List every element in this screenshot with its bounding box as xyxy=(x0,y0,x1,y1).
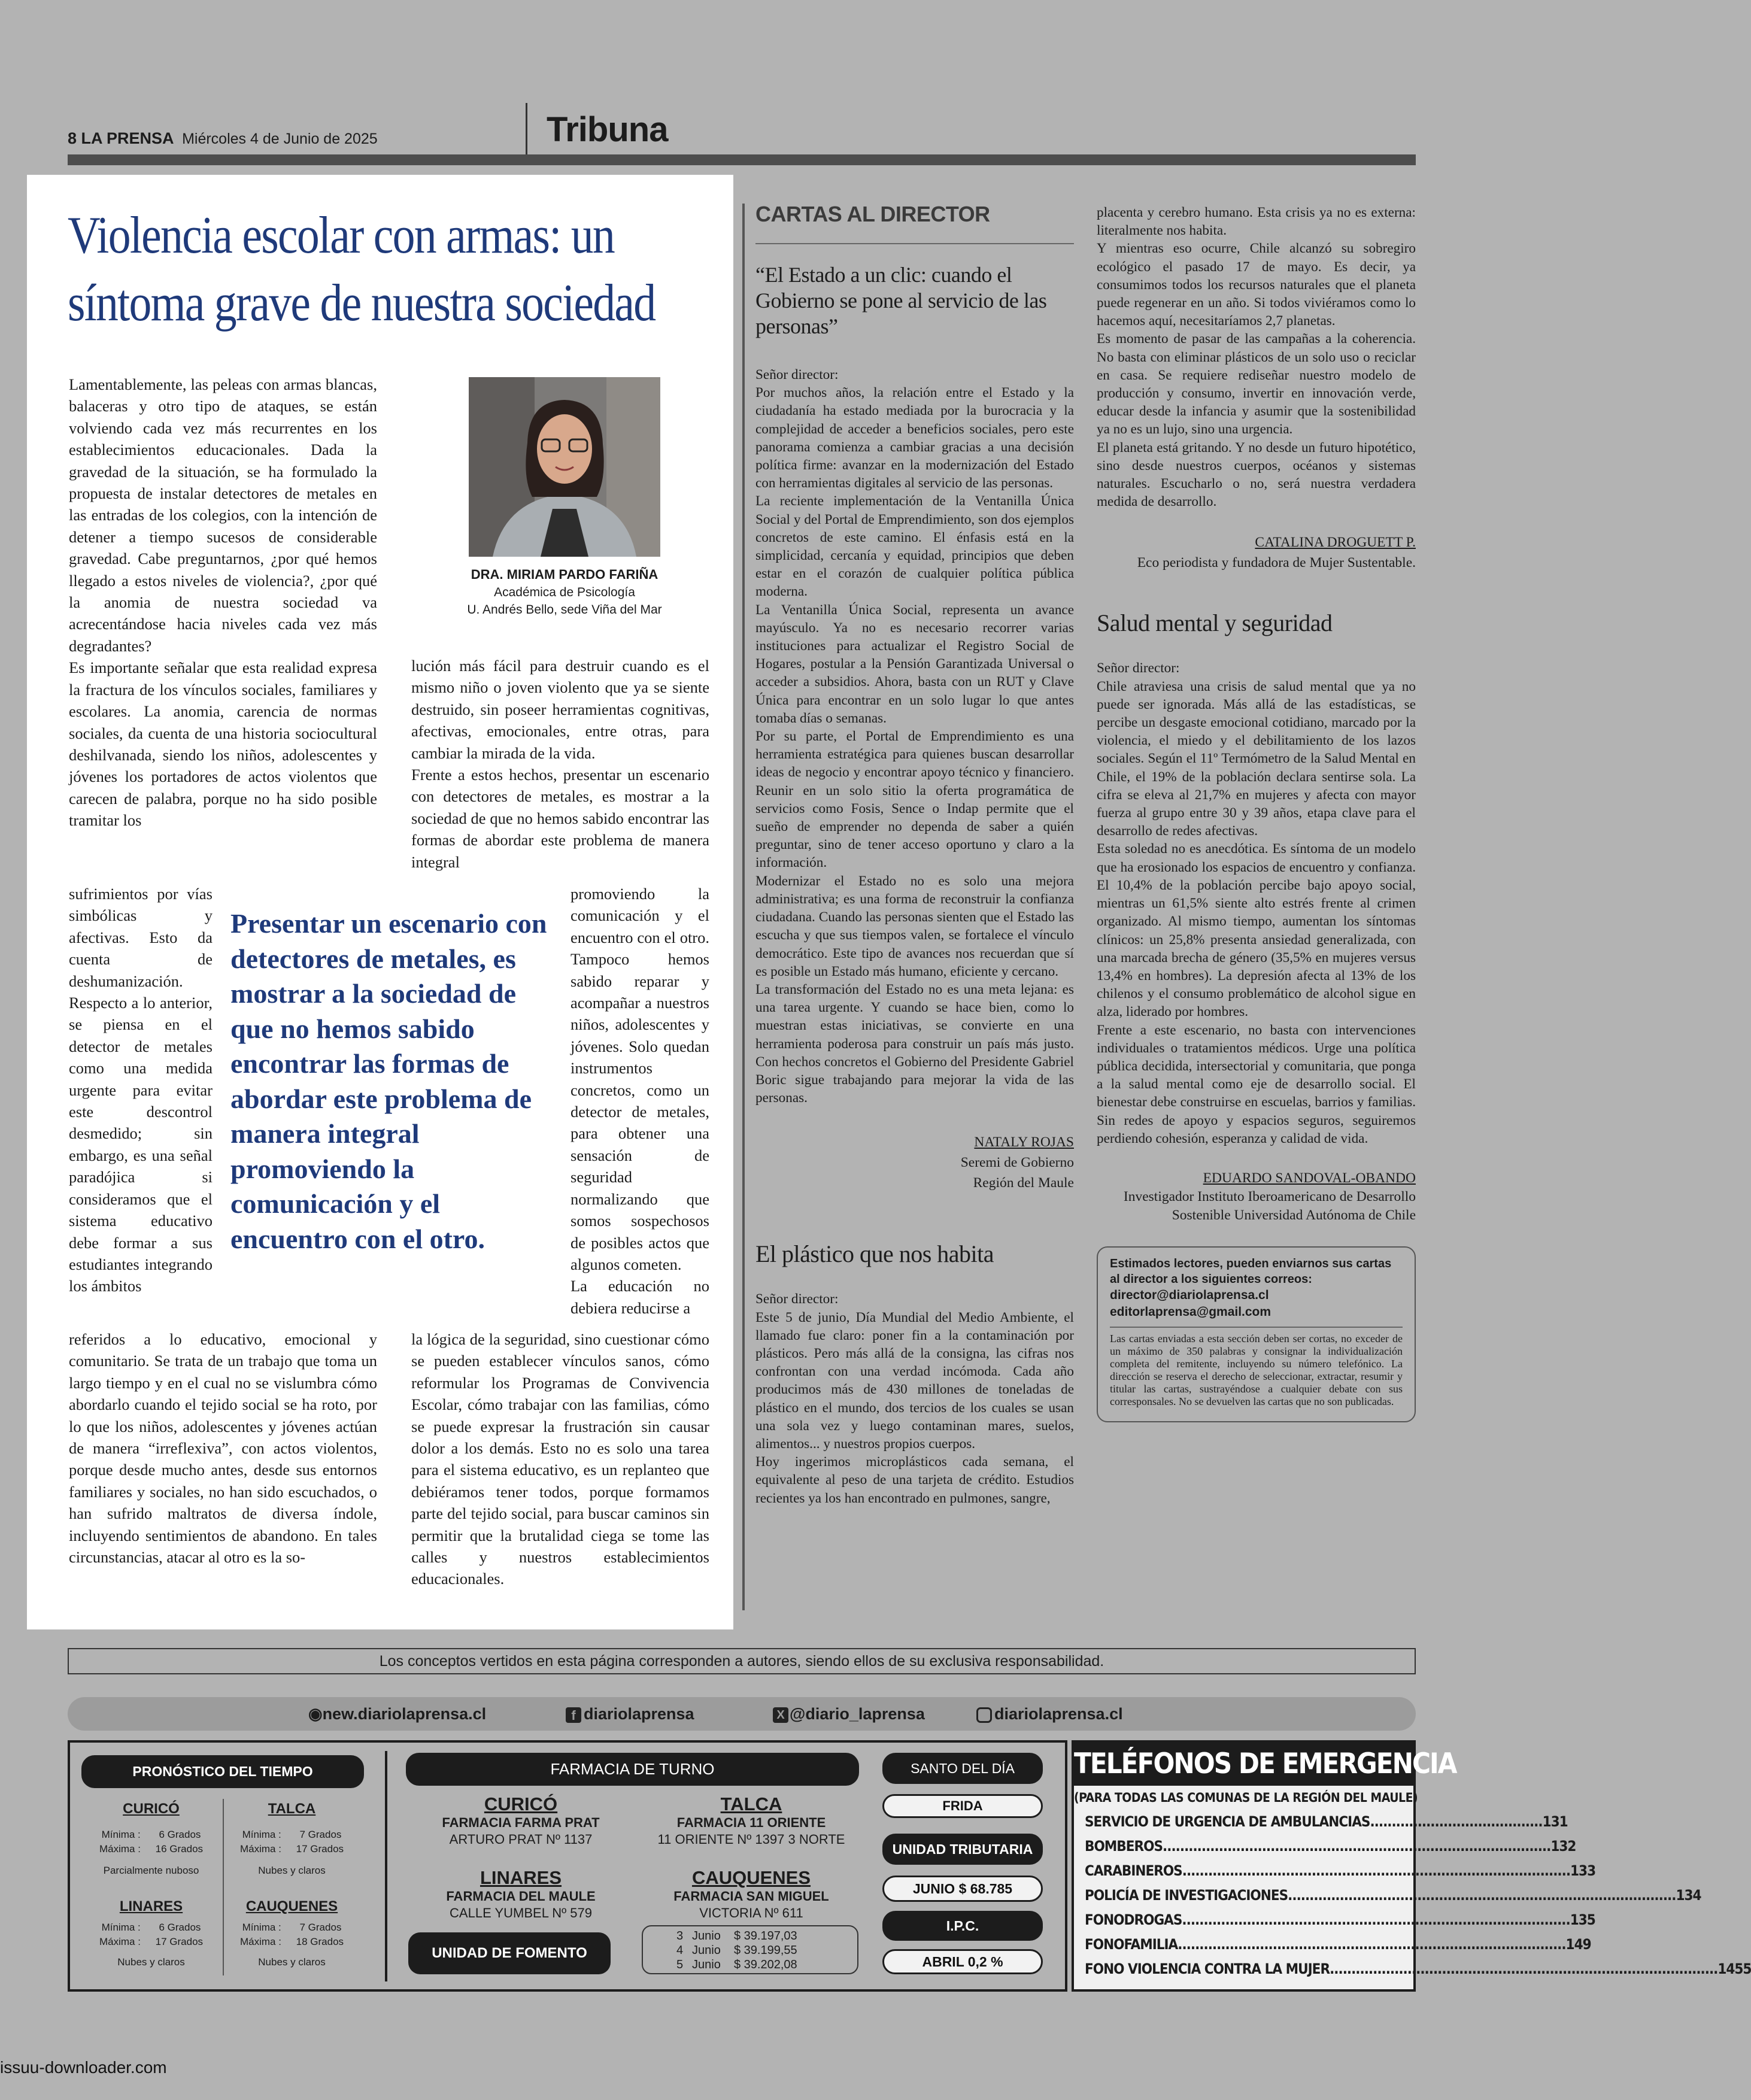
x-icon: X xyxy=(773,1707,788,1723)
article-col1-bottom xyxy=(69,1328,377,1568)
letters-section-title: CARTAS AL DIRECTOR xyxy=(755,202,990,226)
letter-paragraph: Esta soledad no es anecdótica. Es síntoma de un modelo que ha erosionado los espacios de encuentro y confianza. El 10,4% de la población percibe bajo apoyo social, mientras un 61,5% siente alto estrés frente al crimen organizado. Al mismo tiempo, aumentan los síntomas clínicos: un 25,8% presenta ansiedad generalizada, con una marcada brecha de género (35,5% en mujeres versus 13,4% en hombres). La depresión afecta al 13% de los chilenos y el consumo problemático de alcohol sigue en alza, liderado por hombres. xyxy=(1097,841,1416,1020)
weather-min: 7 Grados xyxy=(299,1829,342,1840)
signature-role: Sostenible Universidad Autónoma de Chile xyxy=(1172,1207,1416,1223)
uf-title: UNIDAD DE FOMENTO xyxy=(408,1932,611,1974)
author-caption xyxy=(427,566,702,618)
emergency-item[interactable]: FONODROGAS .......................................................................................... 135 xyxy=(1085,1911,1595,1928)
letter-paragraph: Es momento de pasar de las campañas a la coherencia. No basta con eliminar plásticos de un solo uso o reciclar en casa. Se requiere rediseñar nuestro modelo de producción y consumo, invertir en innovación verde, educar desde la infancia y asumir que la sostenibilidad ya no es un lujo, sino una urgencia. xyxy=(1097,331,1416,438)
uf-row: 5 Junio $ 39.202,08 xyxy=(676,1958,797,1971)
header-rule xyxy=(68,154,1416,165)
pharmacy-address: CALLE YUMBEL Nº 579 xyxy=(450,1905,592,1920)
weather-desc: Parcialmente nuboso xyxy=(103,1865,199,1876)
letter-paragraph: La transformación del Estado no es una meta lejana: es una tarea urgente. Y cuando se hace bien, como lo muestran estas iniciativas, se convierte en una herramienta poderosa para construir un país más justo. Con hechos concretos el Gobierno del Presidente Gabriel Boric sigue trabajando para mejorar la vida de las personas. xyxy=(755,981,1074,1106)
letter2-body-continued xyxy=(1097,204,1416,511)
weather-desc: Nubes y claros xyxy=(258,1865,326,1876)
weather-divider-v xyxy=(223,1799,224,1975)
social-instagram[interactable]: diariolaprensa.cl xyxy=(976,1697,1123,1731)
issue-date: Miércoles 4 de Junio de 2025 xyxy=(182,131,378,147)
pharmacy-address: ARTURO PRAT Nº 1137 xyxy=(449,1832,593,1847)
emergency-item[interactable]: FONO VIOLENCIA CONTRA LA MUJER .......................................................................................... 1455 xyxy=(1085,1961,1751,1977)
letter-paragraph: Hoy ingerimos microplásticos cada semana, el equivalente al peso de una tarjeta de crédito. Estudios recientes ya los han encontrado en pulmones, sangre, xyxy=(755,1454,1074,1506)
column-separator xyxy=(742,204,745,1610)
social-facebook[interactable]: f diariolaprensa xyxy=(566,1697,694,1731)
weather-desc: Nubes y claros xyxy=(117,1956,185,1968)
contact-rules: Las cartas enviadas a esta sección deben ser cortas, no exceder de un máximo de 350 palabras y consignar la individualización completa del remitente, incluyendo su número telefónico. La dirección se reserva el derecho de seleccionar, extractar, resumir y titular las cartas, sustrayéndose a cualquier debate con sus corresponsales. No se devuelven las cartas que no son publicadas. xyxy=(1110,1332,1403,1407)
article-paragraph: sufrimientos por vías simbólicas y afectivas. Esto da cuenta de deshumanización. xyxy=(69,885,213,990)
letter-paragraph: placenta y cerebro humano. Esta crisis ya no es externa: literalmente nos habita. xyxy=(1097,205,1416,239)
weather-desc: Nubes y claros xyxy=(258,1956,326,1968)
pharmacy-item xyxy=(407,1794,635,1848)
letter-paragraph: Modernizar el Estado no es solo una mejora administrativa; es una forma de reconstruir la confianza ciudadana. Cuando las personas sienten que el Estado las escucha y que sus tiempos valen, se fortalece el vínculo democrático. Este tipo de avances nos recuerdan que sí es posible un Estado más humano, eficiente y cercano. xyxy=(755,873,1074,979)
letter-paragraph: El planeta está gritando. Y no desde un futuro hipotético, sino desde nuestros cuerpos, océanos y sistemas naturales. Escucharlo o no, será nuestra verdadera medida de desarrollo. xyxy=(1097,439,1416,510)
letter-paragraph: La Ventanilla Única Social, representa un avance mayúsculo. Ya no es necesario recorrer varias instituciones para actualizar el Registro Social de Hogares, postular a la Pensión Garantizada Universal o acceder a subsidios. Ahora, basta con un RUT y Clave Única para encontrar en un solo lugar lo que antes tomaba días o semanas. xyxy=(755,602,1074,726)
letter-paragraph: Este 5 de junio, Día Mundial del Medio Ambiente, el llamado fue claro: poner fin a la contaminación por plásticos. Pero más allá de la consigna, las cifras nos confrontan con una verdad incómoda. Cada año producimos más de 430 millones de toneladas de plástico en el mundo, dos tercios de los cuales se usan una sola vez y luego contaminan mares, suelos, alimentos... y nuestros propios cuerpos. xyxy=(755,1309,1074,1452)
letter-paragraph: Por su parte, el Portal de Emprendimiento es una herramienta estratégica para quienes buscan desarrollar ideas de negocio y encontrar apoyo técnico y financiero. Reunir en un solo sitio la oferta programática de servicios como Fosis, Sence o Indap permite que el sueño de emprender no dependa de saber a quién preguntar, sino de tener acceso oportuno y claro a la información. xyxy=(755,729,1074,871)
letter-paragraph: Frente a este escenario, no basta con intervenciones individuales o tratamientos médicos. Urge una política pública decidida, intersectorial y comunitaria, que ponga a la salud mental como eje de desarrollo social. El bienestar debe construirse en escuelas, barrios y familias. Sin redes de apoyo y espacios seguros, seguiremos perdiendo cohesión, esperanza y calidad de vida. xyxy=(1097,1022,1416,1146)
signature-role: Eco periodista y fundadora de Mujer Sustentable. xyxy=(1137,555,1416,571)
letters-column-b xyxy=(1097,204,1416,1422)
letter-paragraph: Chile atraviesa una crisis de salud mental que ya no puede ser ignorada. Más allá de las estadísticas, se percibe un desgaste emocional cotidiano, marcado por la violencia, el miedo y el debilitamiento de los lazos sociales. Según el 11º Termómetro de la Salud Mental en Chile, el 19% de la población declara sentirse sola. La cifra se eleva al 21,7% en mujeres y afecta con mayor fuerza al grupo entre 30 y 39 años, etapa clave para el desarrollo de redes afectivas. xyxy=(1097,678,1416,839)
facebook-icon: f xyxy=(566,1707,581,1723)
contact-email-editor[interactable]: editorlaprensa@gmail.com xyxy=(1110,1304,1271,1319)
article-paragraph: referidos a lo educativo, emocional y comunitario. Se trata de un trabajo que toma un largo tiempo y en el cual no se vislumbra cómo abordarlo cuando el tejido social se ha roto, por lo que los niños, adolescentes y jóvenes actúan de manera “irreflexiva”, con actos violentos, porque desde mucho antes, desde sus entornos familiares y sociales, no han sido escuchados, o han sufrido maltratos de diversa índole, incluyendo sentimientos de abandono. En tales circunstancias, atacar al otro es la so- xyxy=(69,1330,377,1567)
ipc-value: ABRIL 0,2 % xyxy=(882,1949,1043,1974)
globe-icon: ◉ xyxy=(308,1705,323,1723)
pharmacy-address: VICTORIA Nº 611 xyxy=(699,1905,803,1920)
disclaimer-box xyxy=(68,1648,1416,1674)
author-photo xyxy=(469,377,660,557)
weather-city-name: TALCA xyxy=(268,1801,316,1817)
letters-column-a xyxy=(755,198,1074,1507)
signature-name: EDUARDO SANDOVAL-OBANDO xyxy=(1203,1170,1416,1186)
weather-city-name: LINARES xyxy=(119,1898,183,1914)
weather-city-name: CAUQUENES xyxy=(245,1898,338,1914)
article-paragraph: la lógica de la seguridad, sino cuestionar cómo se pueden establecer vínculos sanos, cómo reformular los Programas de Convivencia Escolar, cómo trabajar con las familias, cómo se puede expresar la frustración sin causar dolor a los demás. Esto no es solo una tarea para el sistema educativo, es un replanteo que debiéramos tener todos, porque formamos parte del tejido social, para buscar caminos sin permitir que la brutalidad ciega se tome las calles y nuestros establecimientos educacionales. xyxy=(411,1330,709,1588)
letter2-title: El plástico que nos habita xyxy=(755,1240,994,1268)
utm-value: JUNIO $ 68.785 xyxy=(882,1876,1043,1902)
weather-city: TALCA Mínima : 7 Grados Máxima : 17 Grados Nubes y claros xyxy=(224,1799,359,1878)
signature-role: Seremi de Gobierno xyxy=(960,1155,1074,1171)
utm-title: UNIDAD TRIBUTARIA xyxy=(882,1834,1043,1865)
author-name: DRA. MIRIAM PARDO FARIÑA xyxy=(471,567,658,582)
pharmacy-item xyxy=(638,1868,865,1922)
article-title: Violencia escolar con armas: un síntoma grave de nuestra sociedad xyxy=(68,207,656,332)
signature-name: NATALY ROJAS xyxy=(974,1134,1074,1151)
emergency-item[interactable]: CARABINEROS .......................................................................................... 133 xyxy=(1085,1862,1596,1879)
paper-name: LA PRENSA xyxy=(81,129,174,147)
pharmacy-city: CAUQUENES xyxy=(691,1867,811,1888)
letters-section-rule xyxy=(755,243,1074,244)
pharmacy-city: CURICÓ xyxy=(484,1794,558,1814)
signature-role: Investigador Instituto Iberoamericano de Desarrollo xyxy=(1123,1188,1416,1204)
header-separator xyxy=(526,103,527,154)
letter3-signature xyxy=(1097,1169,1416,1225)
social-website[interactable]: ◉new.diariolaprensa.cl xyxy=(308,1705,487,1723)
main-article xyxy=(27,175,733,1629)
letter-salutation: Señor director: xyxy=(755,1291,839,1307)
pharmacy-city: LINARES xyxy=(480,1867,562,1888)
article-paragraph: promoviendo la comunicación y el encuentro con el otro. Tampoco hemos sabido reparar y acompañar a nuestros niños, adolescentes y jóvenes. Solo quedan instrumentos concretos, como un detector de metales, para obtener una sensación de seguridad normalizando que somos sospechosos de posibles actos que algunos cometen. xyxy=(570,885,709,1273)
author-affiliation: U. Andrés Bello, sede Viña del Mar xyxy=(467,603,662,617)
page-number: 8 xyxy=(68,129,77,147)
pharmacy-address: 11 ORIENTE Nº 1397 3 NORTE xyxy=(657,1832,845,1847)
letter1-title: “El Estado a un clic: cuando el Gobierno se pone al servicio de las personas” xyxy=(755,263,1047,338)
instagram-icon xyxy=(976,1707,992,1723)
weather-min: 6 Grados xyxy=(159,1829,201,1840)
weather-min: 6 Grados xyxy=(159,1922,201,1933)
uf-row: 4 Junio $ 39.199,55 xyxy=(676,1944,797,1957)
weather-max: 18 Grados xyxy=(296,1936,344,1947)
pharmacy-name: FARMACIA SAN MIGUEL xyxy=(673,1889,829,1904)
pharmacy-item xyxy=(407,1868,635,1922)
contact-divider xyxy=(1110,1327,1403,1328)
santo-title: SANTO DEL DÍA xyxy=(882,1753,1043,1784)
watermark-text: issuu-downloader.com xyxy=(0,2058,167,2077)
article-paragraph: lución más fácil para destruir cuando es el mismo niño o joven violento que ya se siente destruido, sin poseer herramientas cognitivas, afectivas, emocionales, entre otras, para cambiar la mirada de la vida. xyxy=(411,657,709,762)
letter-paragraph: Por muchos años, la relación entre el Estado y la ciudadanía ha estado mediada por la burocracia y la complejidad de acceder a beneficios sociales, pero este panorama comienza a cambiar gracias a una decisión política firme: avanzar en la modernización del Estado con herramientas digitales al servicio de las personas. xyxy=(755,385,1074,491)
weather-city: CAUQUENES Mínima : 7 Grados Máxima : 18 Grados Nubes y claros xyxy=(224,1896,359,1969)
social-x[interactable]: X @diario_laprensa xyxy=(773,1697,925,1731)
article-col1-narrow xyxy=(69,883,213,1297)
weather-title: PRONÓSTICO DEL TIEMPO xyxy=(81,1755,364,1788)
article-paragraph: Lamentablemente, las peleas con armas blancas, balaceras y otro tipo de ataques, se están volviendo cada vez más recurrentes en los establecimientos educacionales. Dada la gravedad de la situación, se ha formulado la propuesta de instalar detectores de metales en las entradas de los colegios, con la intención de detener a tiempo sucesos de considerable gravedad. Cabe preguntarnos, ¿por qué hemos llegado a estos niveles de violencia?, ¿por qué la anomia de nuestra sociedad va acrecentándose hacia niveles cada vez más degradantes? xyxy=(69,375,377,655)
contact-email-director[interactable]: director@diariolaprensa.cl xyxy=(1110,1288,1269,1302)
article-paragraph: Frente a estos hechos, presentar un escenario con detectores de metales, es mostrar a la sociedad de que no hemos sabido encontrar las formas de abordar este problema de manera integral xyxy=(411,766,709,871)
pharmacy-title: FARMACIA DE TURNO xyxy=(406,1753,859,1786)
article-col2-top xyxy=(411,655,709,873)
letter2-signature xyxy=(1097,532,1416,573)
letter-paragraph: La reciente implementación de la Ventanilla Única Social y del Portal de Emprendimiento, son dos ejemplos concretos de este camino. El énfasis está en la simplicidad, cercanía y equidad, principios que deben estar en el corazón de cualquier política pública moderna. xyxy=(755,493,1074,600)
letter-salutation: Señor director: xyxy=(755,367,839,383)
emergency-list xyxy=(1074,1810,1751,1981)
weather-max: 17 Grados xyxy=(155,1936,204,1947)
signature-name: CATALINA DROGUETT P. xyxy=(1255,535,1416,551)
uf-row: 3 Junio $ 39.197,03 xyxy=(676,1929,797,1943)
article-col2-narrow xyxy=(570,883,709,1319)
santo-value: FRIDA xyxy=(882,1794,1043,1818)
emergency-subtitle: (PARA TODAS LAS COMUNAS DE LA REGIÓN DEL MAULE) xyxy=(1074,1791,1418,1805)
letter3-title: Salud mental y seguridad xyxy=(1097,609,1333,637)
uf-table xyxy=(642,1925,858,1974)
emergency-item[interactable]: FONOFAMILIA .......................................................................................... 149 xyxy=(1085,1936,1591,1953)
emergency-item[interactable]: POLICÍA DE INVESTIGACIONES .......................................................................................... 134 xyxy=(1085,1887,1701,1904)
section-title: Tribuna xyxy=(547,110,668,149)
letter-paragraph: Y mientras eso ocurre, Chile alcanzó su sobregiro ecológico el pasado 17 de mayo. Es decir, ya consumimos todos los recursos naturales que el planeta puede regenerar en un año. Si todos viviéramos como lo hacemos aquí, necesitaríamos 2,7 planetas. xyxy=(1097,241,1416,329)
pharmacy-name: FARMACIA FARMA PRAT xyxy=(442,1815,600,1830)
weather-min: 7 Grados xyxy=(299,1922,342,1933)
article-paragraph: Respecto a lo anterior, se piensa en el detector de metales como una medida urgente para evitar este descontrol desmedido; sin embargo, es una señal paradójica si consideramos que el sistema educativo debe formar a sus estudiantes integrando los ámbitos xyxy=(69,994,213,1295)
article-col1-top xyxy=(69,374,377,831)
social-bar xyxy=(68,1697,1416,1731)
letter-salutation: Señor director: xyxy=(1097,660,1180,676)
ipc-title: I.P.C. xyxy=(882,1911,1043,1941)
pull-quote: Presentar un escenario con detectores de metales, es mostrar a la sociedad de que no hemos sabido encontrar las formas de abordar este problema de manera integral promoviendo la comunicación y el encuentro con el otro. xyxy=(230,908,547,1254)
services-divider xyxy=(385,1751,387,1981)
pharmacy-name: FARMACIA 11 ORIENTE xyxy=(676,1815,826,1830)
signature-role: Región del Maule xyxy=(973,1175,1074,1191)
letter1-body xyxy=(755,366,1074,1107)
weather-city-name: CURICÓ xyxy=(123,1801,180,1817)
author-role: Académica de Psicología xyxy=(494,585,635,599)
emergency-box xyxy=(1072,1740,1751,1992)
pharmacy-city: TALCA xyxy=(720,1794,782,1814)
letter2-body xyxy=(755,1290,1074,1507)
emergency-item[interactable]: BOMBEROS .......................................................................................... 132 xyxy=(1085,1838,1576,1855)
weather-city: LINARES Mínima : 6 Grados Máxima : 17 Grados Nubes y claros xyxy=(84,1896,219,1969)
emergency-item[interactable]: SERVICIO DE URGENCIA DE AMBULANCIAS ........................................ 131 xyxy=(1085,1813,1568,1830)
letter1-signature xyxy=(755,1132,1074,1193)
weather-max: 17 Grados xyxy=(296,1843,344,1855)
article-paragraph: La educación no debiera reducirse a xyxy=(570,1277,709,1317)
pharmacy-item xyxy=(638,1794,865,1848)
weather-max: 16 Grados xyxy=(155,1843,204,1855)
disclaimer-text: Los conceptos vertidos en esta página corresponden a autores, siendo ellos de su exclusiva responsabilidad. xyxy=(379,1653,1104,1670)
letters-contact-box xyxy=(1097,1246,1416,1422)
emergency-title: TELÉFONOS DE EMERGENCIA xyxy=(1074,1743,1413,1786)
weather-city: CURICÓ Mínima : 6 Grados Máxima : 16 Grados Parcialmente nuboso xyxy=(84,1799,219,1878)
pharmacy-name: FARMACIA DEL MAULE xyxy=(446,1889,596,1904)
article-col2-bottom xyxy=(411,1328,709,1590)
article-paragraph: Es importante señalar que esta realidad expresa la fractura de los vínculos sociales, familiares y escolares. La anomia, carencia de normas sociales, da cuenta de una historia sociocultural deshilvanada, siendo los niños, adolescentes y jóvenes los portadores de actos violentos que carecen de palabra, porque no ha sido posible tramitar los xyxy=(69,658,377,830)
letter3-body xyxy=(1097,659,1416,1147)
contact-intro: Estimados lectores, pueden enviarnos sus cartas al director a los siguientes correos: xyxy=(1110,1257,1392,1286)
